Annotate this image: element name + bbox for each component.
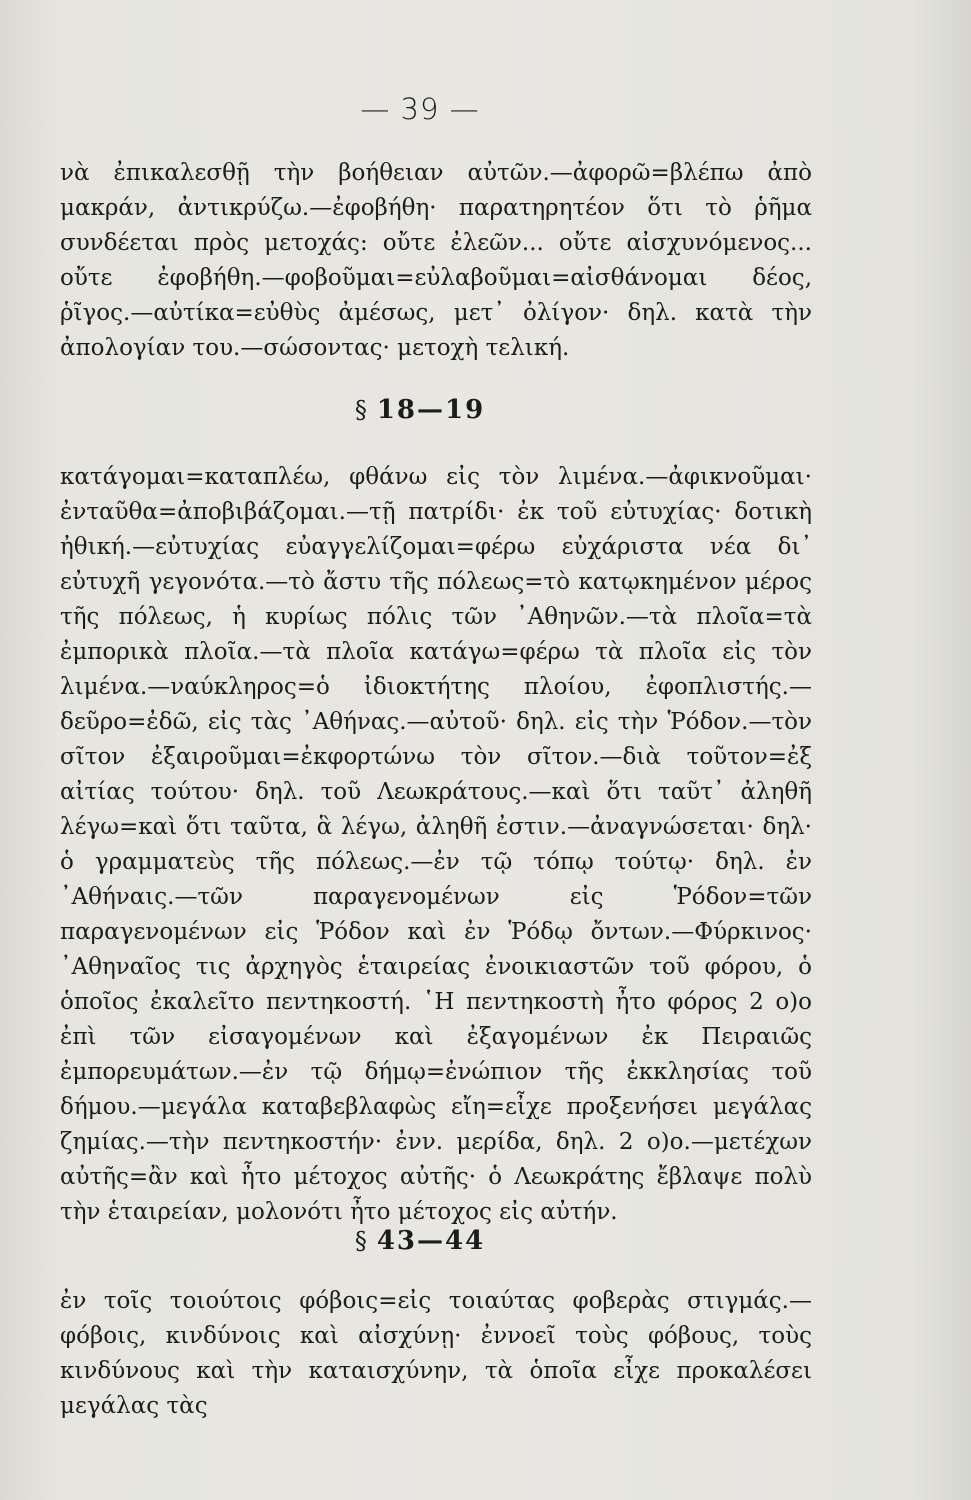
paragraph-3-text: ἐν τοῖς τοιούτοις φόβοις=εἰς τοιαύτας φοβερὰς στιγμάς.—φόβοις, κινδύνοις καὶ αἰσχύνῃ· ἐννοεῖ τοὺς φόβους, τοὺς κινδύνους καὶ τὴν καταισχύνην, τὰ ὁποῖα εἶχε προκαλέσει μεγάλας τὰς — [60, 1288, 812, 1419]
section-sign-icon: § — [354, 1227, 369, 1255]
paragraph-3 — [60, 1284, 812, 1424]
paragraph-1 — [60, 156, 812, 366]
section-heading-43-44 — [0, 1226, 840, 1256]
paragraph-2-text: κατάγομαι=καταπλέω, φθάνω εἰς τὸν λιμένα.—ἀφικνοῦμαι· ἐνταῦθα=ἀποβιβάζομαι.—τῇ πατρίδι· ἐκ τοῦ εὐτυχίας· δοτικὴ ἠθική.—εὐτυχίας εὐαγγελίζομαι=φέρω εὐχάριστα νέα δι᾿ εὐτυχῆ γεγονότα.—τὸ ἄστυ τῆς πόλεως=τὸ κατῳκημένον μέρος τῆς πόλεως, ἡ κυρίως πόλις τῶν ᾿Αθηνῶν.—τὰ πλοῖα=τὰ ἐμπορικὰ πλοῖα.—τὰ πλοῖα κατάγω=φέρω τὰ πλοῖα εἰς τὸν λιμένα.—ναύκληρος=ὁ ἰδιοκτήτης πλοίου, ἐφοπλιστής.—δεῦρο=ἐδῶ, εἰς τὰς ᾿Αθήνας.—αὐτοῦ· δηλ. εἰς τὴν Ῥόδον.—τὸν σῖτον ἐξαιροῦμαι=ἐκφορτώνω τὸν σῖτον.—διὰ τοῦτον=ἐξ αἰτίας τούτου· δηλ. τοῦ Λεωκράτους.—καὶ ὅτι ταῦτ᾿ ἀληθῆ λέγω=καὶ ὅτι ταῦτα, ἃ λέγω, ἀληθῆ ἐστιν.—ἀναγνώσεται· δηλ· ὁ γραμματεὺς τῆς πόλεως.—ἐν τῷ τόπῳ τούτῳ· δηλ. ἐν ᾿Αθήναις.—τῶν παραγενομένων εἰς Ῥόδον=τῶν παραγενομένων εἰς Ῥόδον καὶ ἐν Ῥόδῳ ὄντων.—Φύρκινος· ᾿Αθηναῖος τις ἀρχηγὸς ἑταιρείας ἐνοικιαστῶν τοῦ φόρου, ὁ ὁποῖος ἐκαλεῖτο πεντηκοστή. ῾Η πεντηκοστὴ ἦτο φόρος 2 ο)ο ἐπὶ τῶν εἰσαγομένων καὶ ἐξαγομένων ἐκ Πειραιῶς ἐμπορευμάτων.—ἐν τῷ δήμῳ=ἐνώπιον τῆς ἐκκλησίας τοῦ δήμου.—μεγάλα καταβεβλαφὼς εἴη=εἶχε προξενήσει μεγάλας ζημίας.—τὴν πεντηκοστήν· ἐνν. μερίδα, δηλ. 2 ο)ο.—μετέχων αὐτῆς=ἂν καὶ ἦτο μέτοχος αὐτῆς· ὁ Λεωκράτης ἔβλαψε πολὺ τὴν ἑταιρείαν, μολονότι ἦτο μέτοχος εἰς αὐτήν. — [60, 464, 812, 1225]
section-heading-label: 18—19 — [376, 395, 486, 425]
paragraph-1-text: νὰ ἐπικαλεσθῇ τὴν βοήθειαν αὐτῶν.—ἀφορῶ=βλέπω ἀπὸ μακράν, ἀντικρύζω.—ἐφοβήθη· παρατηρητέον ὅτι τὸ ῥῆμα συνδέεται πρὸς μετοχάς: οὔτε ἐλεῶν... οὔτε αἰσχυνόμενος... οὔτε ἐφοβήθη.—φοβοῦμαι=εὐλαβοῦμαι=αἰσθάνομαι δέος, ῥῖγος.—αὐτίκα=εὐθὺς ἀμέσως, μετ᾿ ὀλίγον· δηλ. κατὰ τὴν ἀπολογίαν του.—σώσοντας· μετοχὴ τελική. — [60, 160, 812, 361]
paragraph-2 — [60, 460, 812, 1230]
section-heading-18-19 — [0, 395, 840, 425]
page-number: — 39 — — [360, 92, 480, 126]
section-sign-icon: § — [354, 396, 369, 424]
section-heading-label: 43—44 — [376, 1226, 486, 1256]
